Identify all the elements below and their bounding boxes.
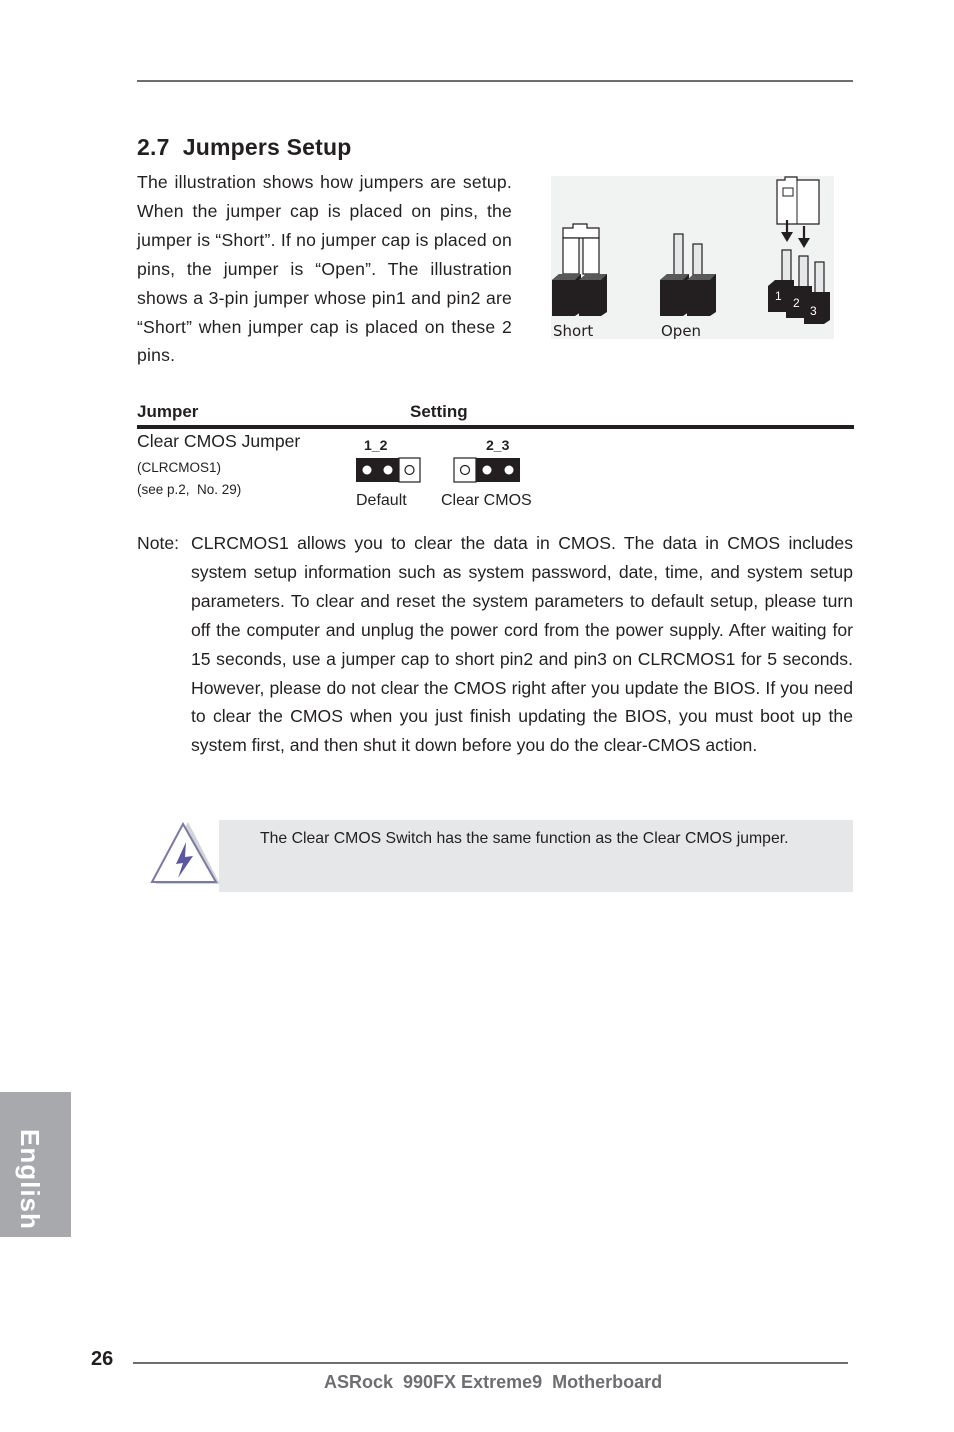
default-pins-label: 1_2 [364,437,388,453]
footer-product-name: ASRock 990FX Extreme9 Motherboard [324,1372,663,1392]
open-label: Open [661,322,702,339]
note-label: Note: [137,533,180,553]
jumper-illustration [551,176,834,339]
table-header-jumper: Jumper [137,402,199,421]
note-body: CLRCMOS1 allows you to clear the data in CMOS. The data in CMOS includes system setup information such as system password, date, time, and system setup parameters. To clear and reset the system parameters to default setup, please turn off the computer and unplug the power cord from the power supply. After waiting for 15 seconds, use a jumper cap to short pin2 and pin3 on CLRCMOS1 for 5 seconds. However, please do not clear the CMOS right after you update the BIOS. If you need to clear the CMOS when you just finish updating the BIOS, you must boot up the system first, and then shut it down before you do the clear-CMOS action. [191,533,853,756]
clear-cmos-setting-label: Clear CMOS [441,492,532,509]
short-label: Short [553,322,594,339]
jumper-reference: (see p.2, No. 29) [137,482,242,497]
jumper-id: (CLRCMOS1) [137,460,222,475]
table-header-setting: Setting [410,402,468,421]
pin-number-3: 3 [810,304,817,318]
table-header-rule [137,425,854,429]
section-title: 2.7 Jumpers Setup [137,134,352,160]
warning-icon [150,820,222,888]
clear-cmos-jumper-diagram [453,457,521,483]
clear-pins-label: 2_3 [486,437,510,453]
callout-text: The Clear CMOS Switch has the same function as the Clear CMOS jumper. [260,830,789,847]
intro-paragraph: The illustration shows how jumpers are setup. When the jumper cap is placed on pins, the jumper is “Short”. If no jumper cap is placed on pins, the jumper is “Open”. The illustration shows a 3-pin jumper whose pin1 and pin2 are “Short” when jumper cap is placed on these 2 pins. [137,172,512,366]
language-side-tab-label: English [15,1129,45,1230]
pin-number-1: 1 [775,289,782,303]
page-number: 26 [91,1348,114,1370]
footer-rule [133,1362,848,1364]
jumper-name: Clear CMOS Jumper [137,431,301,451]
default-setting-label: Default [356,492,407,509]
pin-number-2: 2 [793,296,800,310]
default-jumper-diagram [355,457,421,483]
top-rule [137,80,853,82]
